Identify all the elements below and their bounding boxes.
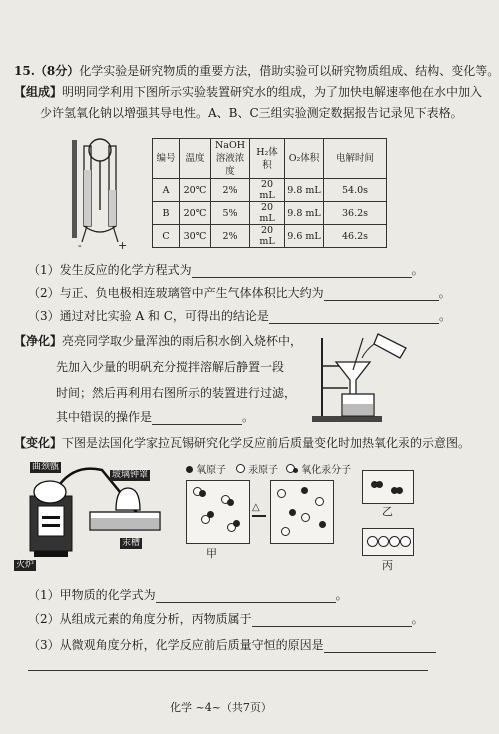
header-cell: NaOH溶液浓度	[211, 139, 250, 179]
purify-line-4	[56, 410, 254, 425]
table-cell: 2%	[211, 225, 250, 248]
table-cell: 2%	[211, 179, 250, 202]
oxygen-atom	[207, 511, 214, 518]
legend-mercury	[236, 461, 278, 476]
table-cell: 9.8 mL	[285, 179, 324, 202]
mercury-atom	[400, 536, 411, 547]
table-cell: 20 mL	[250, 202, 285, 225]
oxygen-atom	[227, 499, 234, 506]
end-mark: 。	[242, 410, 255, 424]
mercury-atom	[389, 536, 400, 547]
box-yi	[362, 470, 414, 504]
box-product	[270, 480, 334, 544]
legend-oxygen-text: 氧原子	[196, 465, 227, 476]
table-cell: 20℃	[180, 179, 211, 202]
box-jia-label: 甲	[206, 547, 217, 560]
table-cell: B	[153, 202, 180, 225]
end-mark: 。	[438, 286, 451, 300]
answer-blank-6[interactable]	[252, 614, 412, 627]
table-row	[153, 202, 387, 225]
table-cell: 46.2s	[324, 225, 387, 248]
answer-blank-4[interactable]	[152, 412, 242, 425]
oxygen-atom	[289, 509, 296, 516]
change-subquestion-3	[28, 638, 436, 653]
furnace-label: 火炉	[16, 560, 35, 570]
table-cell: 9.6 mL	[285, 225, 324, 248]
electrolysis-apparatus	[60, 130, 135, 250]
table-header-row	[153, 139, 387, 179]
subquestion-1-text: （1）发生反应的化学方程式为	[28, 263, 192, 277]
heat-arrow-label: △	[252, 502, 260, 513]
change-tag: 【变化】	[14, 436, 63, 450]
end-mark: 。	[335, 588, 348, 602]
mercury-atom	[281, 527, 290, 536]
table-cell: 54.0s	[324, 179, 387, 202]
mercury-atom	[378, 536, 389, 547]
answer-blank-2[interactable]	[324, 288, 439, 301]
question-number: 15.（8分）	[14, 64, 80, 78]
subquestion-2-text: （2）与正、负电极相连玻璃管中产生气体体积比大约为	[28, 286, 324, 300]
oxygen-atom	[233, 520, 240, 527]
oxygen-atom-icon	[186, 466, 193, 473]
end-mark: 。	[411, 612, 424, 626]
question-intro	[14, 64, 499, 79]
purify-line-1	[14, 334, 302, 349]
subquestion-1	[28, 263, 424, 278]
box-jia	[186, 480, 250, 544]
composition-line-2: 少许氢氧化钠以增强其导电性。A、B、C三组实验测定数据报告记录见下表格。	[40, 106, 463, 120]
table-cell: 30℃	[180, 225, 211, 248]
table-cell: 20 mL	[250, 179, 285, 202]
oxygen-atom	[199, 490, 206, 497]
end-mark: 。	[411, 263, 424, 277]
legend-oxygen	[186, 461, 226, 476]
header-cell: 编号	[153, 139, 180, 179]
oxygen-atom	[319, 521, 326, 528]
table-cell: 5%	[211, 202, 250, 225]
box-yi-label: 乙	[382, 505, 393, 518]
box-bing-label: 丙	[382, 559, 393, 572]
subquestion-3	[28, 309, 451, 324]
header-cell: H₂体积	[250, 139, 285, 179]
purify-text-4: 其中错误的操作是	[56, 410, 153, 424]
mercury-atom	[301, 513, 310, 522]
composition-line-1	[14, 85, 482, 100]
reaction-arrow	[252, 515, 266, 517]
bell-jar-label: 玻璃钟罩	[112, 470, 149, 480]
composition-tag: 【组成】	[14, 85, 63, 99]
page-footer: 化学 ~4~（共7页）	[170, 701, 272, 714]
subquestion-3-text: （3）通过对比实验 A 和 C，可得出的结论是	[28, 309, 269, 323]
table-cell: 9.8 mL	[285, 202, 324, 225]
table-cell: 20 mL	[250, 225, 285, 248]
legend-mercury-text: 汞原子	[248, 465, 279, 476]
negative-electrode-label: -	[78, 239, 82, 252]
answer-blank-3[interactable]	[269, 311, 439, 324]
purify-text-1: 亮亮同学取少量浑浊的雨后积水倒入烧杯中，	[62, 334, 303, 348]
mercury-trough-label: 汞槽	[122, 538, 141, 548]
end-mark: 。	[438, 309, 451, 323]
intro-text: 化学实验是研究物质的重要方法，借助实验可以研究物质组成、结构、变化等。	[79, 64, 499, 78]
answer-blank-7-continued[interactable]	[28, 670, 428, 671]
retort-label: 曲颈甑	[32, 462, 60, 472]
answer-blank-7[interactable]	[324, 640, 436, 653]
legend-hgo	[286, 461, 351, 476]
change-subquestion-1	[28, 588, 348, 603]
mercury-atom	[277, 489, 286, 498]
box-bing	[362, 528, 414, 556]
answer-blank-5[interactable]	[156, 590, 336, 603]
change-subquestion-2-text: （2）从组成元素的角度分析，丙物质属于	[28, 612, 252, 626]
change-subquestion-3-text: （3）从微观角度分析，化学反应前后质量守恒的原因是	[28, 638, 324, 652]
table-row	[153, 179, 387, 202]
oxygen-atom	[301, 487, 308, 494]
change-line	[14, 436, 470, 451]
answer-blank-1[interactable]	[192, 265, 412, 278]
change-subquestion-1-text: （1）甲物质的化学式为	[28, 588, 156, 602]
header-cell: O₂体积	[285, 139, 324, 179]
change-text: 下图是法国化学家拉瓦锡研究化学反应前后质量变化时加热氧化汞的示意图。	[62, 436, 471, 450]
oxygen-atom	[396, 487, 403, 494]
purify-tag: 【净化】	[14, 334, 63, 348]
composition-text-1: 明明同学利用下图所示实验装置研究水的组成，为了加快电解速率他在水中加入	[62, 85, 483, 99]
header-cell: 温度	[180, 139, 211, 179]
filtration-apparatus	[308, 330, 428, 425]
table-cell: A	[153, 179, 180, 202]
table-cell: 20℃	[180, 202, 211, 225]
table-cell: 36.2s	[324, 202, 387, 225]
legend-hgo-text: 氧化汞分子	[301, 465, 352, 476]
purify-line-2: 先加入少量的明矾充分搅拌溶解后静置一段	[56, 360, 285, 374]
positive-electrode-label: +	[118, 239, 128, 252]
mercury-atom	[315, 497, 324, 506]
experiment-table	[152, 138, 387, 248]
subquestion-2	[28, 286, 451, 301]
oxygen-atom	[376, 481, 383, 488]
table-cell: C	[153, 225, 180, 248]
mercury-atom	[367, 536, 378, 547]
purify-line-3: 时间；然后再利用右图所示的装置进行过滤，	[56, 386, 297, 400]
header-cell: 电解时间	[324, 139, 387, 179]
mercury-atom-icon	[236, 464, 245, 473]
table-row	[153, 225, 387, 248]
change-subquestion-2	[28, 612, 424, 627]
